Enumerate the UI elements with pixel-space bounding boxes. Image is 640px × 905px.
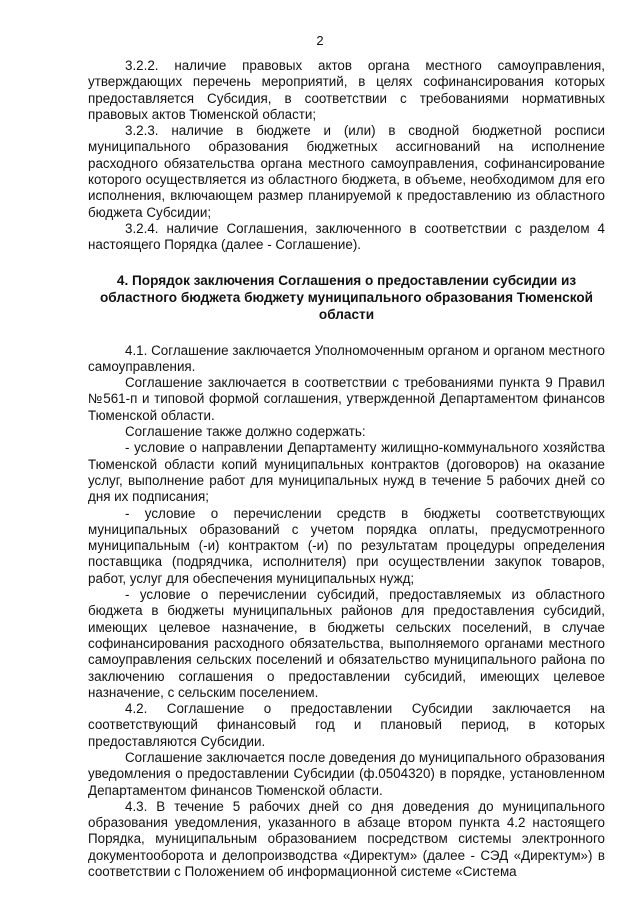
list-item-subsidy-transfer: - условие о перечислении субсидий, предоставляемых из областного бюджета в бюджеты муниципальных районов для предоставления субсидий, имеющих целевое назначение, в бюджеты сельских поселений, в случае софинансирования расходного обязательства, выполняемого органами местного самоуправления сельских поселений и обязательство муниципального района по заключению соглашения о предоставлении субсидий, имеющих целевое назначение, с сельским поселением.	[88, 587, 605, 700]
paragraph-4-3: 4.3. В течение 5 рабочих дней со дня доведения до муниципального образования уведомления, указанного в абзаце втором пункта 4.2 настоящего Порядка, муниципальным образованием посредством системы электронного документооборота и делопроизводства «Директум» (далее - СЭД «Директум») в соответствии с Положением об информационной системе «Система	[88, 798, 605, 880]
section-4-title: 4. Порядок заключения Соглашения о предоставлении субсидии из областного бюджета бюджету муниципального образования Тюменской области	[99, 272, 594, 322]
paragraph-4-2: 4.2. Соглашение о предоставлении Субсидии заключается на соответствующий финансовый год и плановый период, в которых предоставляются Субсидии.	[88, 701, 605, 749]
list-item-contract-copies: - условие о направлении Департаменту жилищно-коммунального хозяйства Тюменской области копий муниципальных контрактов (договоров) на оказание услуг, выполнение работ для муниципальных нужд в течение 5 рабочих дней со дня их подписания;	[88, 440, 605, 505]
page-number: 2	[316, 33, 324, 48]
paragraph-3-2-4: 3.2.4. наличие Соглашения, заключенного в соответствии с разделом 4 настоящего Порядка (далее - Соглашение).	[88, 220, 605, 253]
paragraph-3-2-2: 3.2.2. наличие правовых актов органа местного самоуправления, утверждающих перечень мероприятий, в целях софинансирования которых предоставляется Субсидия, в соответствии с требованиями нормативных правовых актов Тюменской области;	[88, 58, 605, 122]
paragraph-4-1: 4.1. Соглашение заключается Уполномоченным органом и органом местного самоуправления.	[88, 342, 605, 374]
paragraph-agreement-requirements: Соглашение заключается в соответствии с требованиями пункта 9 Правил №561-п и типовой формой соглашения, утвержденной Департаментом финансов Тюменской области.	[88, 375, 605, 423]
paragraph-agreement-contents: Соглашение также должно содержать:	[125, 424, 366, 440]
document-body	[88, 58, 605, 880]
list-item-funds-transfer: - условие о перечислении средств в бюджеты соответствующих муниципальных образований с учетом порядка оплаты, предусмотренного муниципальным (-и) контрактом (-и) по результатам процедуры определения поставщика (подрядчика, исполнителя) при осуществлении закупок товаров, работ, услуг для обеспечения муниципальных нужд;	[88, 505, 605, 586]
paragraph-agreement-after-notice: Соглашение заключается после доведения до муниципального образования уведомления о предоставлении Субсидии (ф.0504320) в порядке, установленном Департаментом финансов Тюменской области.	[88, 749, 605, 798]
paragraph-3-2-3: 3.2.3. наличие в бюджете и (или) в сводной бюджетной росписи муниципального образования бюджетных ассигнований на исполнение расходного обязательства органа местного самоуправления, софинансирование которого осуществляется из областного бюджета, в объеме, необходимом для его исполнения, включающем размер планируемой к предоставлению из областного бюджета Субсидии;	[88, 123, 605, 220]
